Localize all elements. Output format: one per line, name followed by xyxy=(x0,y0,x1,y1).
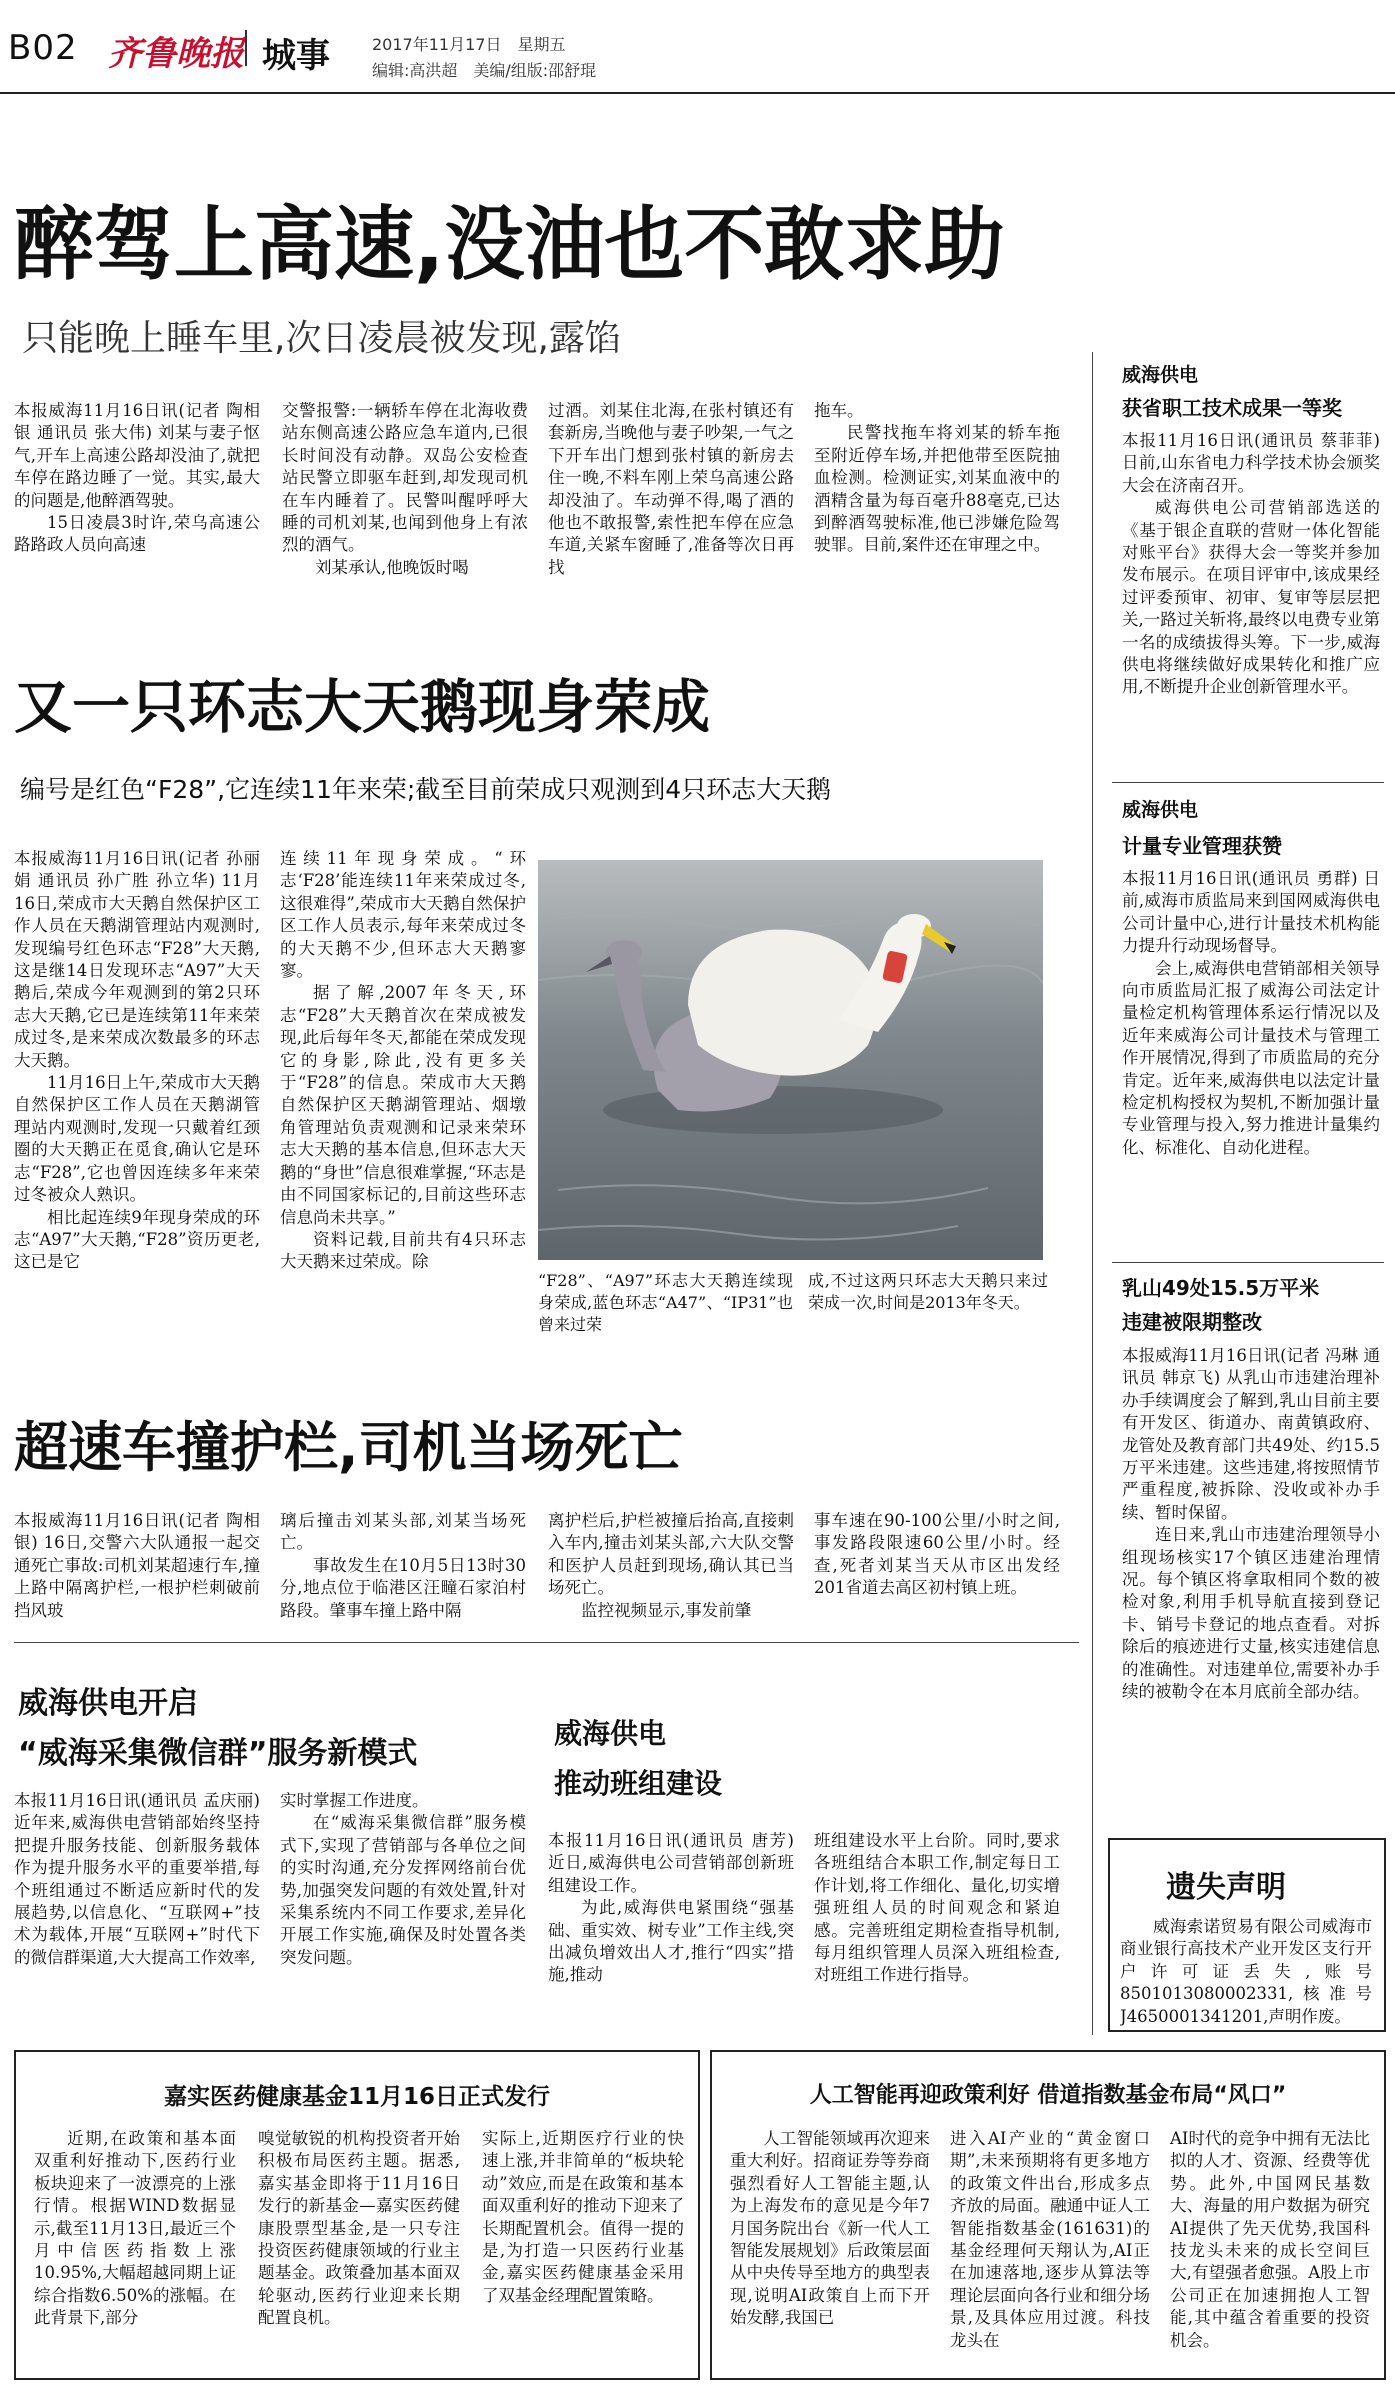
sidebar-s1-kicker: 威海供电 xyxy=(1122,364,1199,386)
photo-caption-right: 成,不过这两只环志大天鹅只来过荣成一次,时间是2013年冬天。 xyxy=(808,1271,1048,1312)
story3-col1 xyxy=(14,1510,260,1626)
story3-col4 xyxy=(814,1510,1060,1626)
paragraph: 资料记载,目前共有4只环志大天鹅来过荣成。除 xyxy=(280,1229,526,1272)
editors-line: 编辑:高洪超 美编/组版:邵舒琨 xyxy=(372,61,597,80)
paragraph: 本报11月16日讯(通讯员 唐芳) 近日,威海供电公司营销部创新班组建设工作。 xyxy=(548,1831,794,1895)
sidebar-s1-body xyxy=(1122,430,1380,770)
paragraph: 本报威海11月16日讯(记者 冯琳 通讯员 韩京飞) 从乳山市违建治理补办手续调度会了解到,乳山目前主要有开发区、街道办、南黄镇政府、龙管处及教育部门共49处、约15.5万平米违建。这些违建,将按照情节严重程度,被拆除、没收或补办手续、暂时保留。 xyxy=(1122,1346,1380,1522)
ad1-col1: 近期,在政策和基本面双重利好推动下,医药行业板块迎来了一波漂亮的上涨行情。根据WIND数据显示,截至11月13日,最近三个月中信医药指数上涨10.95%,大幅超越同期上证综合指数6.50%的涨幅。在此背景下,部分 xyxy=(34,2129,236,2328)
ad-ai-fund xyxy=(710,2050,1386,2380)
ad-jiashi-fund xyxy=(14,2050,700,2380)
sidebar-s3-headline: 违建被限期整改 xyxy=(1122,1310,1262,1334)
paragraph: 本报11月16日讯(通讯员 孟庆丽) 近年来,威海供电营销部始终坚持把提升服务技能、创新服务载体作为提升服务水平的重要举措,每个班组通过不断适应新时代的发展趋势,以信息化、“互联网+”技术为载体,开展“互联网+”时代下的微信群渠道,大大提高工作效率, xyxy=(14,1791,260,1967)
ad2-title: 人工智能再迎政策利好 借道指数基金布局“风口” xyxy=(809,2083,1287,2108)
paragraph: 连日来,乳山市违建治理领导小组现场核实17个镇区违建治理情况。每个镇区将拿取相同个数的被检对象,利用手机导航直接到登记卡、销号卡登记的地点查看。对拆除后的痕迹进行丈量,核实违建信息的准确性。对违建单位,需要补办手续的被勒令在本月底前全部办结。 xyxy=(1122,1525,1380,1702)
story5-headline-line2: 推动班组建设 xyxy=(554,1767,723,1800)
paragraph: 班组建设水平上台阶。同时,要求各班组结合本职工作,制定每日工作计划,将工作细化、量化,切实增强班组人员的时间观念和紧迫感。完善班组定期检查指导机制,每月组织管理人员深入班组检查,对班组工作进行指导。 xyxy=(814,1831,1060,1985)
paragraph: 15日凌晨3时许,荣乌高速公路路政人员向高速 xyxy=(14,513,260,555)
story4-headline-line2: “威海采集微信群”服务新模式 xyxy=(18,1736,418,1771)
story2-col1 xyxy=(14,848,260,1348)
paragraph: 本报威海11月16日讯(记者 陶相银 通讯员 张大伟) 刘某与妻子怄气,开车上高速公路却没油了,就把车停在路边睡了一觉。其实,最大的问题是,他醉酒驾驶。 xyxy=(14,401,260,510)
story1-col4 xyxy=(814,400,1060,590)
lost-notice-box xyxy=(1108,1838,1386,2032)
paragraph: 实时掌握工作进度。 xyxy=(280,1791,429,1810)
sidebar-s2-body xyxy=(1122,868,1380,1258)
ad2-col3: AI时代的竞争中拥有无法比拟的人才、资源、经费等优势。此外,中国网民基数大、海量的用户数据为研究AI提供了先天优势,我国科技龙头未来的成长空间巨大,有望强者愈强。A股上市公司正在加速拥抱人工智能,其中蕴含着重要的投资机会。 xyxy=(1170,2129,1370,2350)
story5-col2 xyxy=(814,1830,1060,2030)
section-rule xyxy=(14,1642,1079,1643)
paragraph: 离护栏后,护栏被撞后抬高,直接刺入车内,撞击刘某头部,六大队交警和医护人员赶到现场,确认其已当场死亡。 xyxy=(548,1511,794,1598)
sidebar-rule xyxy=(1112,782,1384,783)
swan-image xyxy=(538,860,1043,1260)
sidebar-rule xyxy=(1112,1262,1384,1263)
story2-subhead: 编号是红色“F28”,它连续11年来荣;截至目前荣成只观测到4只环志大天鹅 xyxy=(20,775,832,804)
ad1-col2: 嗅觉敏锐的机构投资者开始积极布局医药主题。据悉,嘉实基金即将于11月16日发行的新基金—嘉实医药健康股票型基金,是一只专注投资医药健康领域的行业主题基金。政策叠加基本面双轮驱动,医药行业迎来长期配置良机。 xyxy=(258,2129,460,2328)
paragraph: 本报11月16日讯(通讯员 蔡菲菲) 日前,山东省电力科学技术协会颁奖大会在济南召开。 xyxy=(1122,431,1380,495)
paragraph: 连续11年现身荣成。“环志‘F28’能连续11年来荣成过冬,这很难得”,荣成市大天鹅自然保护区工作人员表示,每年来荣成过冬的大天鹅不少,但环志大天鹅寥寥。 xyxy=(280,849,526,981)
paragraph: 本报威海11月16日讯(记者 孙丽娟 通讯员 孙广胜 孙立华) 11月16日,荣成市大天鹅自然保护区工作人员在天鹅湖管理站内观测时,发现编号红色环志“F28”大天鹅,这是继14日发现环志“A97”大天鹅后,荣成今年观测到的第2只环志大天鹅,它已是连续第11年来荣成过冬,是来荣成次数最多的环志大天鹅。 xyxy=(14,849,260,1070)
paragraph: 为此,威海供电紧围绕“强基础、重实效、树专业”工作主线,突出减负增效出人才,推行“四实”措施,推动 xyxy=(548,1898,794,1985)
story4-col1 xyxy=(14,1790,260,2030)
sidebar-divider xyxy=(1092,352,1093,2035)
story5-headline-line1: 威海供电 xyxy=(554,1717,667,1750)
ad2-col2: 进入AI产业的“黄金窗口期”,未来预期将有更多地方的政策文件出台,形成多点齐放的局面。融通中证人工智能指数基金(161631)的基金经理何天翔认为,AI正在加速落地,逐步从算法等理论层面向各行业和细分场景,及具体应用过渡。科技龙头在 xyxy=(950,2129,1150,2350)
paragraph: 刘某承认,他晚饭时喝 xyxy=(315,557,469,577)
paragraph: 威海供电公司营销部选送的《基于银企直联的营财一体化智能对账平台》获得大会一等奖并参加发布展示。在项目评审中,该成果经过评委预审、初审、复审等层层把关,一路过关斩将,最终以电费专业第一名的成绩拔得头筹。下一步,威海供电将继续做好成果转化和推广应用,不断提升企业创新管理水平。 xyxy=(1122,498,1380,697)
header-rule xyxy=(0,92,1395,94)
story1-subhead: 只能晚上睡车里,次日凌晨被发现,露馅 xyxy=(22,318,621,359)
story1-col3 xyxy=(548,400,794,590)
sidebar-s3-body xyxy=(1122,1345,1380,1795)
ad1-col3: 实际上,近期医疗行业的快速上涨,并非简单的“板块轮动”效应,而是在政策和基本面双重利好的推动下迎来了长期配置机会。值得一提的是,为打造一只医药行业基金,嘉实医药健康基金采用了双基金经理配置策略。 xyxy=(482,2129,684,2305)
story5-col1 xyxy=(548,1830,794,2030)
story2-col2 xyxy=(280,848,526,1348)
sidebar-s2-kicker: 威海供电 xyxy=(1122,799,1199,821)
story1-col2 xyxy=(282,400,528,590)
header-divider xyxy=(245,30,247,66)
paragraph: 璃后撞击刘某头部,刘某当场死亡。 xyxy=(280,1511,526,1553)
section-name: 城事 xyxy=(262,36,330,76)
story4-col2 xyxy=(280,1790,526,2030)
paragraph: 据了解,2007年冬天,环志“F28”大天鹅首次在荣成被发现,此后每年冬天,都能在荣成发现它的身影,除此,没有更多关于“F28”的信息。荣成市大天鹅自然保护区天鹅湖管理站、烟墩角管理站负责观测和记录来荣环志大天鹅的基本信息,但环志大天鹅的“身世”信息很难掌握,“环志是由不同国家标记的,目前这些环志信息尚未共享。” xyxy=(280,983,526,1227)
paragraph: 会上,威海供电营销部相关领导向市质监局汇报了威海公司法定计量检定机构管理体系运行情况以及近年来威海公司计量技术与管理工作开展情况,得到了市质监局的充分肯定。近年来,威海供电以法定计量检定机构授权为契机,不断加强计量专业管理与投入,努力推进计量集约化、标准化、自动化进程。 xyxy=(1122,958,1380,1157)
paragraph: 事车速在90-100公里/小时之间,事发路段限速60公里/小时。经查,死者刘某当天从市区出发经201省道去高区初村镇上班。 xyxy=(814,1511,1060,1598)
lost-notice-body: 威海索诺贸易有限公司威海市商业银行高技术产业开发区支行开户许可证丢失,账号8501013080002331,核准号J4650001341201,声明作废。 xyxy=(1120,1917,1372,2026)
sidebar-s2-headline: 计量专业管理获赞 xyxy=(1122,834,1282,858)
paragraph: 本报11月16日讯(通讯员 勇群) 日前,威海市质监局来到国网威海供电公司计量中心,进行计量技术机构能力提升行动现场督导。 xyxy=(1122,869,1380,956)
photo-caption-left: “F28”、“A97”环志大天鹅连续现身荣成,蓝色环志“A47”、“IP31”也曾来过荣 xyxy=(538,1271,793,1334)
lost-notice-title: 遗失声明 xyxy=(1166,1870,1286,1905)
ad2-col1: 人工智能领域再次迎来重大利好。招商证券等券商强烈看好人工智能主题,认为上海发布的意见是今年7月国务院出台《新一代人工智能发展规划》后政策层面从中央传导至地方的典型表现,说明AI政策自上而下开始发酵,我国已 xyxy=(730,2129,930,2328)
paragraph: 监控视频显示,事发前肇 xyxy=(581,1600,752,1620)
paragraph: 11月16日上午,荣成市大天鹅自然保护区工作人员在天鹅湖管理站内观测时,发现一只戴着红颈圈的大天鹅正在觅食,确认它是环志“F28”,它也曾因连续多年来荣过冬被众人熟识。 xyxy=(14,1073,260,1205)
story2-headline: 又一只环志大天鹅现身荣成 xyxy=(14,673,711,741)
paragraph: 过酒。刘某住北海,在张村镇还有套新房,当晚他与妻子吵架,一气之下开车出门想到张村镇的新房去住一晚,不料车刚上荣乌高速公路却没油了。车动弹不得,喝了酒的他也不敢报警,索性把车停在应急车道,关紧车窗睡了,准备等次日再找 xyxy=(548,401,794,577)
page-number: B02 xyxy=(8,28,78,68)
paragraph: 民警找拖车将刘某的轿车拖至附近停车场,并把他带至医院抽血检测。检测证实,刘某血液中的酒精含量为每百毫升88毫克,已达到醉酒驾驶标准,他已涉嫌危险驾驶罪。目前,案件还在审理之中。 xyxy=(814,423,1060,555)
swan-photo xyxy=(538,860,1043,1260)
paragraph: 交警报警:一辆轿车停在北海收费站东侧高速公路应急车道内,已很长时间没有动静。双岛公安检查站民警立即驱车赶到,却发现司机在车内睡着了。民警叫醒呼呼大睡的司机刘某,也闻到他身上有浓烈的酒气。 xyxy=(282,401,528,555)
paragraph: 相比起连续9年现身荣成的环志“A97”大天鹅,“F28”资历更老,这已是它 xyxy=(14,1207,260,1272)
paragraph: 拖车。 xyxy=(814,401,864,420)
story3-col2 xyxy=(280,1510,526,1626)
paragraph: 事故发生在10月5日13时30分,地点位于临港区汪疃石家泊村路段。肇事车撞上路中隔 xyxy=(280,1555,526,1620)
story3-col3 xyxy=(548,1510,794,1626)
story1-col1 xyxy=(14,400,260,590)
sidebar-s3-kicker: 乳山49处15.5万平米 xyxy=(1122,1276,1320,1300)
story1-headline: 醉驾上高速,没油也不敢求助 xyxy=(14,198,1005,291)
newspaper-logo: 齐鲁晚报 xyxy=(108,34,244,74)
sidebar-s1-headline: 获省职工技术成果一等奖 xyxy=(1122,396,1342,420)
ad1-title: 嘉实医药健康基金11月16日正式发行 xyxy=(163,2084,550,2110)
paragraph: 在“威海采集微信群”服务模式下,实现了营销部与各单位之间的实时沟通,充分发挥网络前台优势,加强突发问题的有效处置,针对采集系统内不同工作要求,差异化开展工作实施,确保及时处置各类突发问题。 xyxy=(280,1813,526,1967)
paragraph: 本报威海11月16日讯(记者 陶相银) 16日,交警六大队通报一起交通死亡事故:司机刘某超速行车,撞上路中隔离护栏,一根护栏刺破前挡风玻 xyxy=(14,1511,260,1620)
issue-date: 2017年11月17日 星期五 xyxy=(372,35,566,54)
story4-headline-line1: 威海供电开启 xyxy=(18,1686,198,1721)
story3-headline: 超速车撞护栏,司机当场死亡 xyxy=(14,1416,683,1479)
